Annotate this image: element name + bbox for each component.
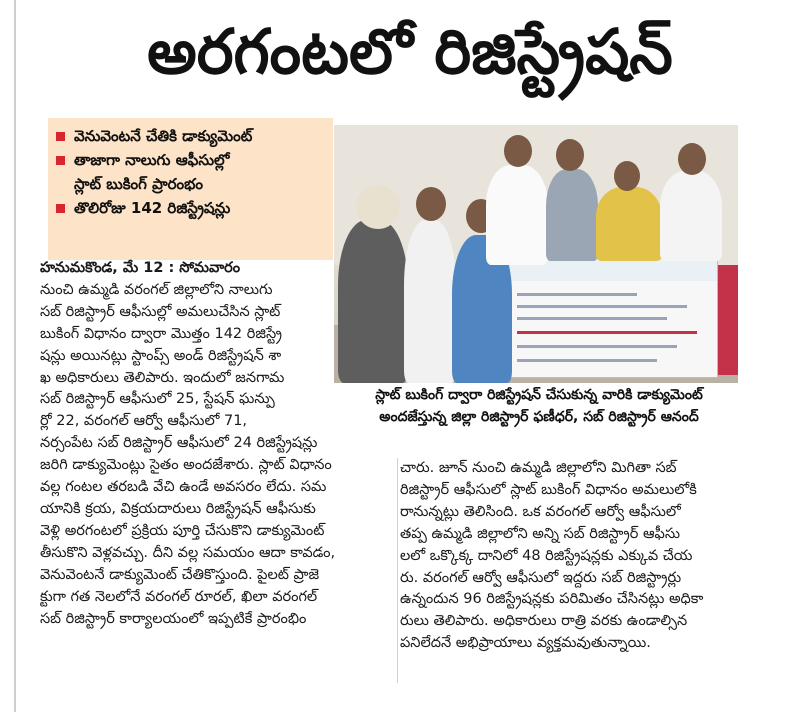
caption-line: అందజేస్తున్న జిల్లా రిజిస్ట్రార్ ఫణీధర్, సబ్ రిజిస్ట్రార్ ఆనంద్ bbox=[379, 409, 699, 425]
article-line: సబ్ రిజిస్ట్రార్ ఆఫీసుల్లో అమలుచేసిన స్లాట్ bbox=[40, 303, 281, 320]
square-bullet-icon bbox=[56, 156, 65, 165]
photo-person bbox=[596, 187, 662, 261]
photo-person bbox=[546, 169, 598, 261]
column-rule bbox=[14, 0, 16, 712]
article-line: వెళ్లి అరగంటలో ప్రక్రియ పూర్తి చేసుకొని డాక్యుమెంట్ bbox=[40, 522, 325, 539]
article-line: వల్ల గంటల తరబడి వేచి ఉండే అవసరం లేదు. సమ bbox=[40, 479, 327, 496]
photo-person bbox=[486, 165, 548, 265]
square-bullet-icon bbox=[56, 204, 65, 213]
highlight-text bbox=[74, 148, 229, 196]
caption-line: స్లాట్ బుకింగ్ ద్వారా రిజిస్ట్రేషన్ చేసుకున్న వారికి డాక్యుమెంట్ bbox=[375, 387, 703, 403]
photo-person-head bbox=[678, 143, 706, 175]
article-line: రు. వరంగల్ ఆర్వో ఆఫీసులో ఇద్దరు సబ్ రిజిస్ట్రార్లు bbox=[400, 569, 682, 586]
article-column-left bbox=[40, 258, 392, 688]
article-line: హనుమకొండ, మే 12 : సోమవారం bbox=[40, 260, 241, 276]
photo-person bbox=[404, 220, 456, 383]
article-line: యానికి క్రయ, విక్రయదారులు రిజిస్ట్రేషన్ ఆఫీసుకు bbox=[40, 500, 316, 517]
article-line: రులు తెలిపారు. అధికారులు రాత్రి వరకు ఉండాల్సిన bbox=[400, 613, 688, 630]
photo-red-cloth bbox=[716, 265, 738, 375]
highlight-item bbox=[56, 196, 327, 220]
column-divider bbox=[397, 458, 398, 683]
article-line: నర్సంపేట సబ్ రిజిస్ట్రార్ ఆఫీసులో 24 రిజిస్ట్రేషన్లు bbox=[40, 435, 318, 452]
banner-line bbox=[517, 293, 637, 296]
article-line: సబ్ రిజిస్ట్రార్ కార్యాలయంలో ఇప్పటికే ప్రారంభిం bbox=[40, 610, 307, 627]
article-line: లలో ఒక్కొక్క దానిలో 48 రిజిస్ట్రేషన్లకు ఎక్కువ చేయ bbox=[400, 547, 693, 564]
article-line: క్టుగా గత నెలలోనే వరంగల్ రూరల్, ఖిలా వరంగల్ bbox=[40, 588, 318, 605]
highlights-box bbox=[48, 118, 333, 260]
article-line: వెనువెంటనే డాక్యుమెంట్ చేతికొస్తుంది. పైలట్ ప్రాజె bbox=[40, 566, 320, 583]
article-line: తీసుకొని వెళ్లవచ్చు. దీని వల్ల సమయం ఆదా కావడం, bbox=[40, 544, 336, 561]
photo-person bbox=[660, 171, 722, 261]
news-photo bbox=[334, 125, 738, 383]
article-line: చారు. జూన్ నుంచి ఉమ్మడి జిల్లాలోని మిగితా సబ్ bbox=[400, 460, 677, 476]
highlight-text-line: తాజాగా నాలుగు ఆఫీసుల్లో bbox=[74, 151, 230, 169]
banner-line bbox=[517, 359, 657, 362]
banner-line bbox=[517, 305, 687, 308]
article-line: ర్లో 22, వరంగల్ ఆర్వో ఆఫీసులో 71, bbox=[40, 413, 248, 430]
article-line: తప్ప ఉమ్మడి జిల్లాలోని అన్ని సబ్ రిజిస్ట్రార్ ఆఫీసు bbox=[400, 525, 681, 542]
article-line: ఖ అధికారులు తెలిపారు. ఇందులో జనగామ bbox=[40, 369, 285, 386]
photo-person-head bbox=[416, 187, 446, 221]
article-line: పనిలేదనే అభిప్రాయాలు వ్యక్తమవుతున్నాయి. bbox=[400, 635, 651, 652]
photo-person-head bbox=[504, 135, 532, 167]
square-bullet-icon bbox=[56, 132, 65, 141]
article-line: షన్లు అయినట్లు స్టాంప్స్ అండ్ రిజిస్ట్రేషన్ శా bbox=[40, 347, 282, 364]
photo-person-cap bbox=[356, 185, 400, 229]
highlight-text: తొలిరోజు 142 రిజిస్ట్రేషన్లు bbox=[74, 199, 231, 217]
banner-line bbox=[517, 331, 697, 334]
article-line: జరిగి డాక్యుమెంట్లు సైతం అందజేశారు. స్లాట్ విధానం bbox=[40, 457, 332, 474]
article-line: ఉన్నందున 96 రిజిస్ట్రేషన్లకు పరిమితం చేసినట్లు అధికా bbox=[400, 591, 704, 608]
article-column-right bbox=[400, 458, 742, 690]
photo-person-head bbox=[556, 139, 584, 171]
banner-line bbox=[517, 345, 677, 348]
article-line: రానున్నట్లు తెలిసింది. ఒక వరంగల్ ఆర్వో ఆఫీసులో bbox=[400, 503, 681, 520]
banner-line bbox=[517, 317, 667, 320]
photo-person-head bbox=[614, 161, 640, 191]
headline: అరగంటలో రిజిస్ట్రేషన్ bbox=[147, 15, 673, 88]
article-line: నుంచి ఉమ్మడి వరంగల్ జిల్లాలోని నాలుగు bbox=[40, 281, 273, 298]
highlight-item bbox=[56, 148, 327, 196]
photo-banner bbox=[506, 258, 718, 378]
photo-caption bbox=[338, 384, 740, 448]
highlight-item bbox=[56, 124, 327, 148]
article-line: బుకింగ్ విధానం ద్వారా మొత్తం 142 రిజిస్ట్రే bbox=[40, 325, 283, 342]
article-line: రిజిస్ట్రార్ ఆఫీసులో స్లాట్ బుకింగ్ విధానం అమలులోకి bbox=[400, 481, 697, 498]
highlight-text: వెనువెంటనే చేతికి డాక్యుమెంట్ bbox=[74, 127, 253, 145]
article-line: సబ్ రిజిస్ట్రార్ ఆఫీసులో 25, స్టేషన్ ఘన్పు bbox=[40, 391, 275, 408]
highlight-text-line: స్లాట్ బుకింగ్ ప్రారంభం bbox=[74, 175, 203, 193]
